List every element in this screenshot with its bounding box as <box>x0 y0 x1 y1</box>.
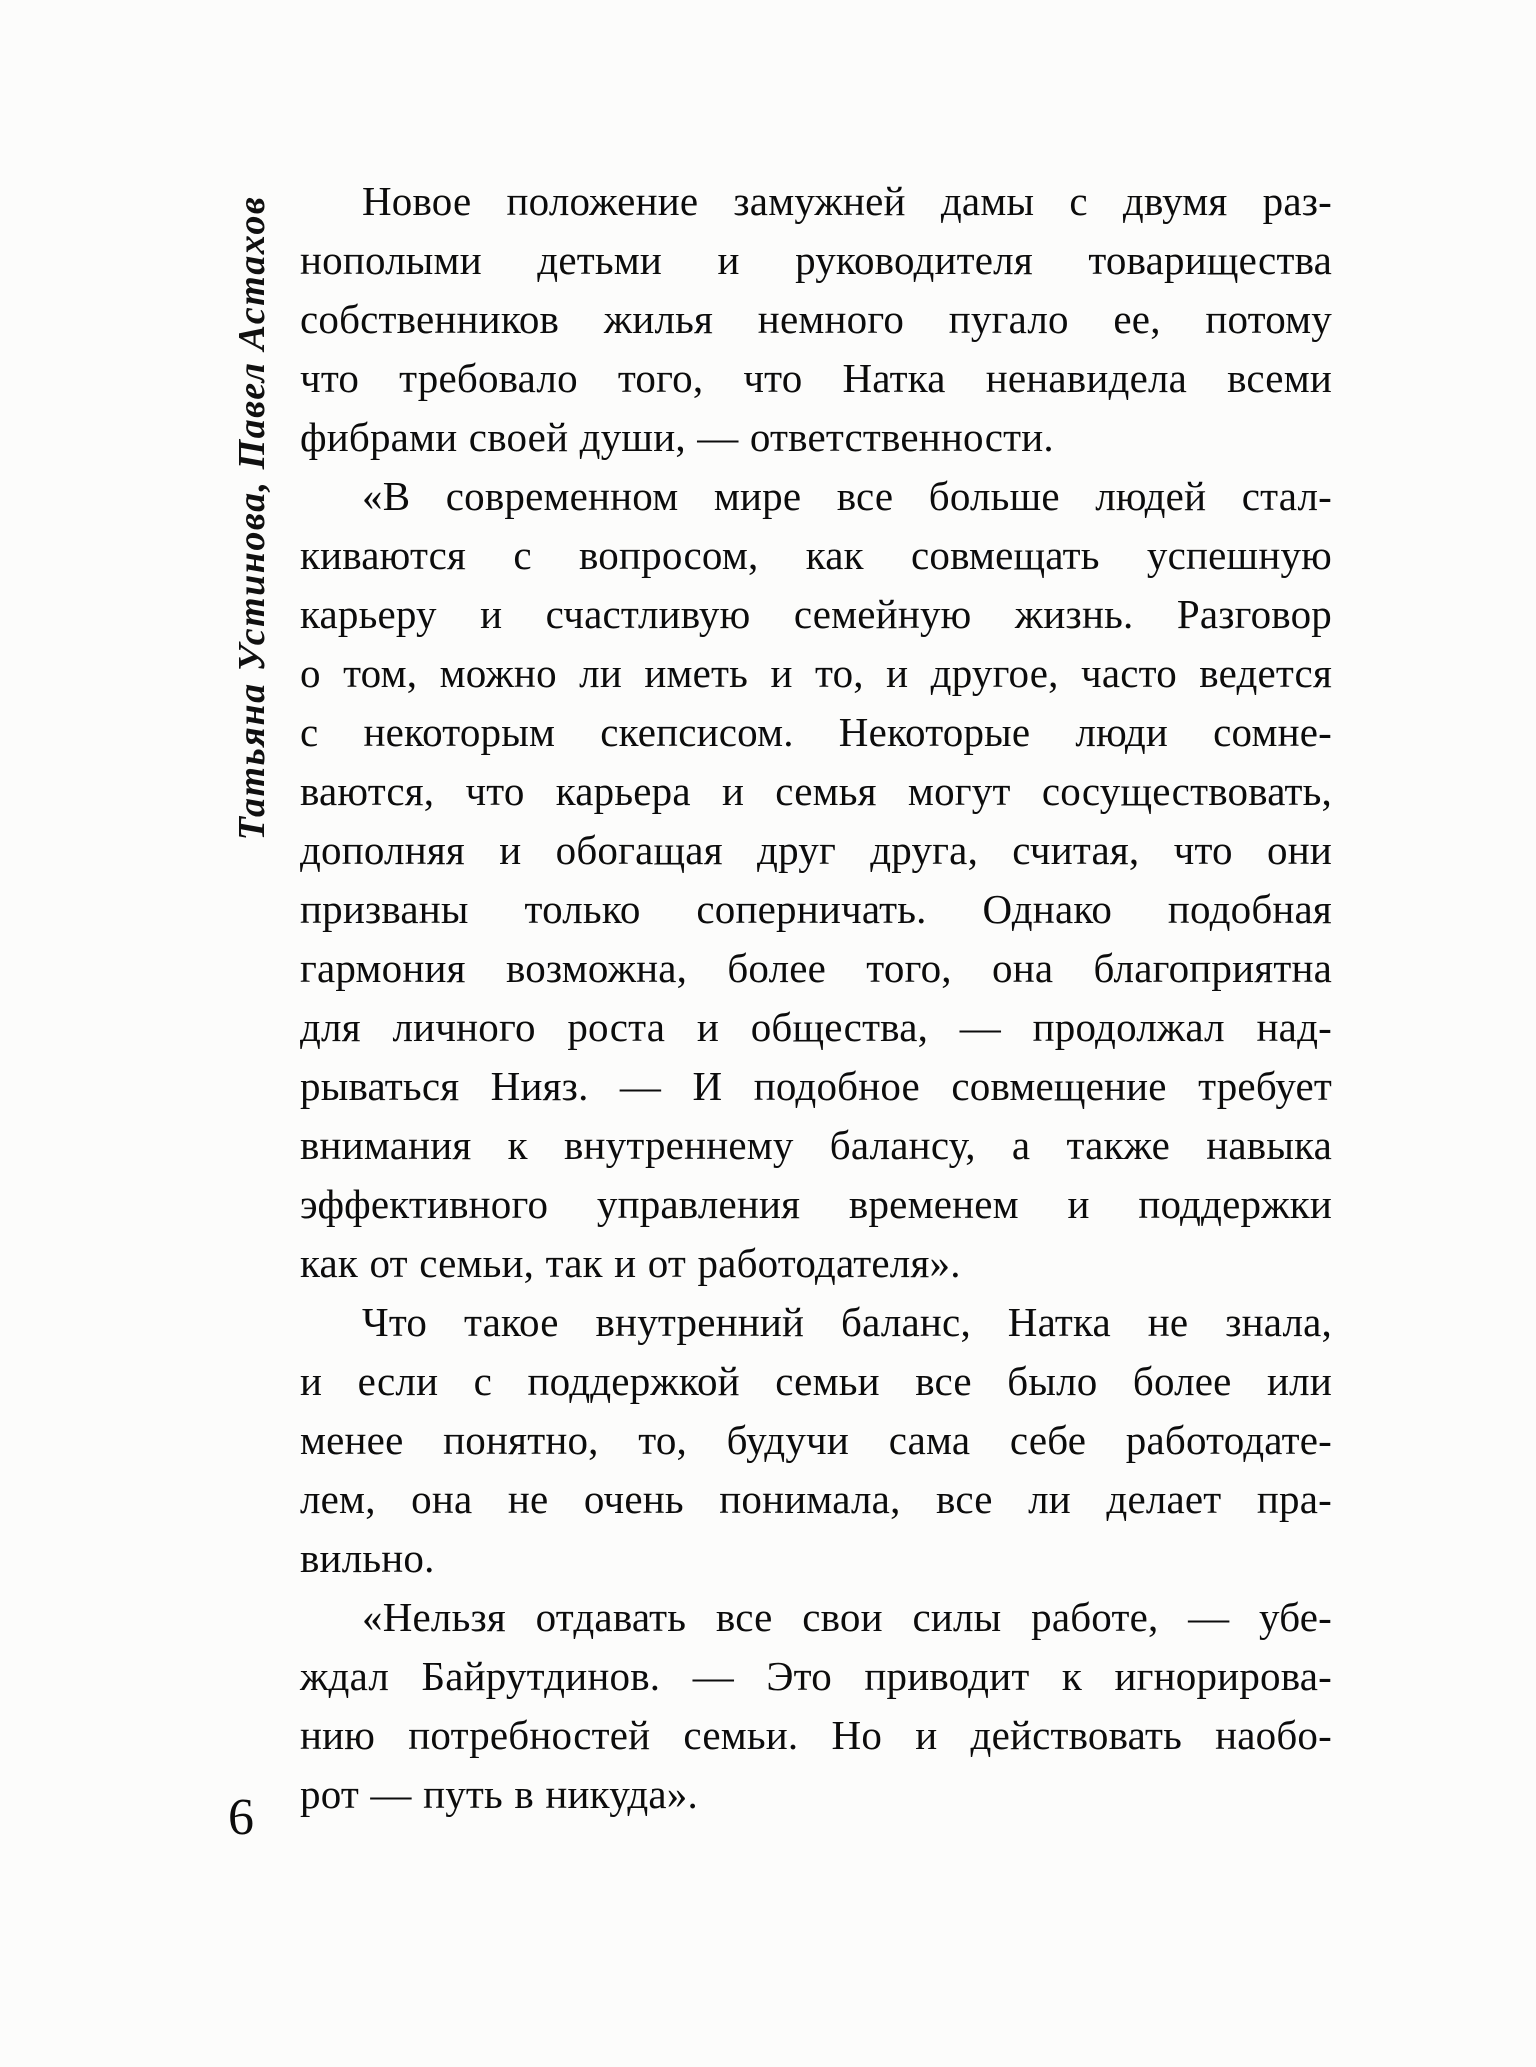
text-line: Новое положение замужней дамы с двумя раз- <box>362 178 1332 224</box>
text-line: вильно. <box>300 1535 435 1581</box>
text-line: нию потребностей семьи. Но и действовать наобо- <box>300 1712 1332 1758</box>
text-line: внимания к внутреннему балансу, а также навыка <box>300 1122 1332 1168</box>
text-line: и если с поддержкой семьи все было более или <box>300 1358 1332 1404</box>
text-line: лем, она не очень понимала, все ли делает пра- <box>300 1476 1332 1522</box>
text-line: фибрами своей души, — ответственности. <box>300 414 1054 460</box>
author-sidebar <box>216 193 288 843</box>
text-line: ждал Байрутдинов. — Это приводит к игнорирова- <box>300 1653 1332 1699</box>
text-line: дополняя и обогащая друг друга, считая, что они <box>300 827 1332 873</box>
text-line: что требовало того, что Натка ненавидела всеми <box>300 355 1332 401</box>
text-line: эффективного управления временем и поддержки <box>300 1181 1332 1227</box>
text-line: для личного роста и общества, — продолжал над- <box>300 1004 1332 1050</box>
page-number: 6 <box>228 1789 254 1846</box>
text-line: менее понятно, то, будучи сама себе работодате- <box>300 1417 1332 1463</box>
text-line: рот — путь в никуда». <box>300 1771 698 1817</box>
text-line: киваются с вопросом, как совмещать успешную <box>300 532 1332 578</box>
paragraph <box>300 467 1332 1293</box>
text-line: о том, можно ли иметь и то, и другое, часто ведется <box>300 650 1332 696</box>
text-line: гармония возможна, более того, она благоприятна <box>300 945 1332 991</box>
text-line: карьеру и счастливую семейную жизнь. Разговор <box>300 591 1332 637</box>
text-line: призваны только соперничать. Однако подобная <box>300 886 1332 932</box>
text-line: «В современном мире все больше людей стал- <box>362 473 1332 519</box>
text-line: Что такое внутренний баланс, Натка не знала, <box>362 1299 1332 1345</box>
author-sidebar-text: Татьяна Устинова, Павел Астахов <box>231 195 273 841</box>
text-line: как от семьи, так и от работодателя». <box>300 1240 961 1286</box>
text-line: нополыми детьми и руководителя товарищества <box>300 237 1332 283</box>
text-line: собственников жилья немного пугало ее, потому <box>300 296 1332 342</box>
text-line: рываться Нияз. — И подобное совмещение требует <box>300 1063 1332 1109</box>
text-line: ваются, что карьера и семья могут сосуществовать, <box>300 768 1332 814</box>
paragraph <box>300 1293 1332 1588</box>
text-line: «Нельзя отдавать все свои силы работе, — убе- <box>362 1594 1332 1640</box>
paragraph <box>300 172 1332 467</box>
text-line: с некоторым скепсисом. Некоторые люди сомне- <box>300 709 1332 755</box>
body-text <box>300 172 1332 1824</box>
paragraph <box>300 1588 1332 1824</box>
